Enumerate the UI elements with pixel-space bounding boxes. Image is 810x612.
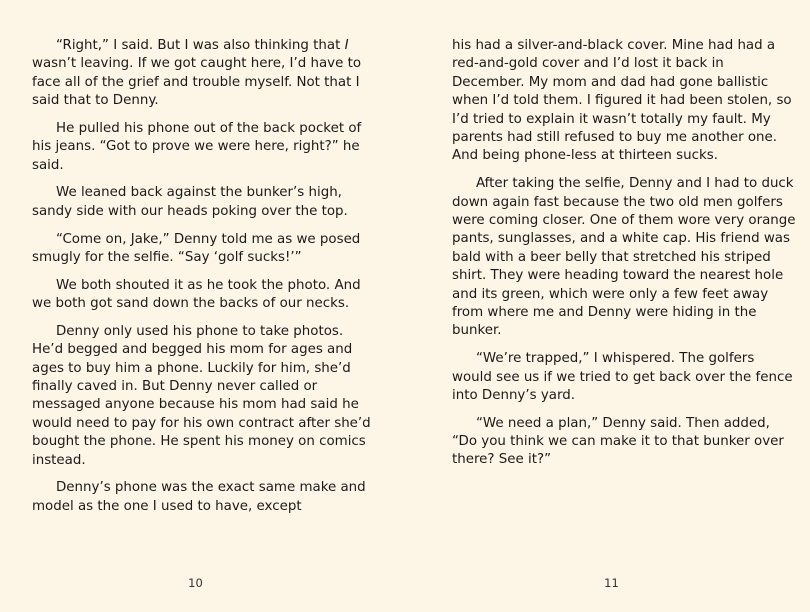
paragraph: “We need a plan,” Denny said. Then added, “Do you think we can make it to that bunker over there? See it?” bbox=[452, 415, 784, 468]
page-number-left: 10 bbox=[188, 576, 203, 590]
paragraph: We both shouted it as he took the photo. And we both got sand down the backs of our necks. bbox=[32, 277, 361, 312]
right-page bbox=[405, 0, 810, 612]
paragraph: “Right,” I said. But I was also thinking that I wasn’t leaving. If we got caught here, I’d have to face all of the grief and trouble myself. Not that I said that to Denny. bbox=[32, 38, 362, 109]
left-page-text bbox=[32, 37, 377, 525]
paragraph: “We’re trapped,” I whispered. The golfers would see us if we tried to get back over the fence into Denny’s yard. bbox=[452, 351, 793, 403]
page-number-right: 11 bbox=[604, 576, 619, 590]
paragraph: “Come on, Jake,” Denny told me as we posed smugly for the selfie. “Say ‘golf sucks!’” bbox=[32, 231, 361, 265]
paragraph: After taking the selfie, Denny and I had to duck down again fast because the two old men golfers were coming closer. One of them wore very orange pants, sunglasses, and a white cap. His friend was bald with a beer belly that stretched his striped shirt. They were heading toward the nearest hole and its green, which were only a few feet away from where me and Denny were hiding in the bunker. bbox=[452, 176, 796, 339]
paragraph: He pulled his phone out of the back pocket of his jeans. “Got to prove we were here, right?” he said. bbox=[32, 120, 362, 173]
paragraph: Denny’s phone was the exact same make and model as the one I used to have, except bbox=[32, 480, 366, 514]
paragraph: his had a silver-and-black cover. Mine had had a red-and-gold cover and I’d lost it back in December. My mom and dad had gone ballistic when I’d told them. I figured it had been stolen, so I’d tried to explain it wasn’t totally my fault. My parents had still refused to buy me another one. And being phone-less at thirteen sucks. bbox=[452, 38, 792, 164]
paragraph: Denny only used his phone to take photos. He’d begged and begged his mom for ages and ages to buy him a phone. Luckily for him, she’d finally caved in. But Denny never called or messaged anyone because his mom had said he would need to pay for his own contract after she’d bought the phone. He spent his money on comics instead. bbox=[32, 323, 371, 468]
paragraph: We leaned back against the bunker’s high, sandy side with our heads poking over the top. bbox=[32, 185, 348, 219]
right-page-text bbox=[452, 37, 797, 479]
